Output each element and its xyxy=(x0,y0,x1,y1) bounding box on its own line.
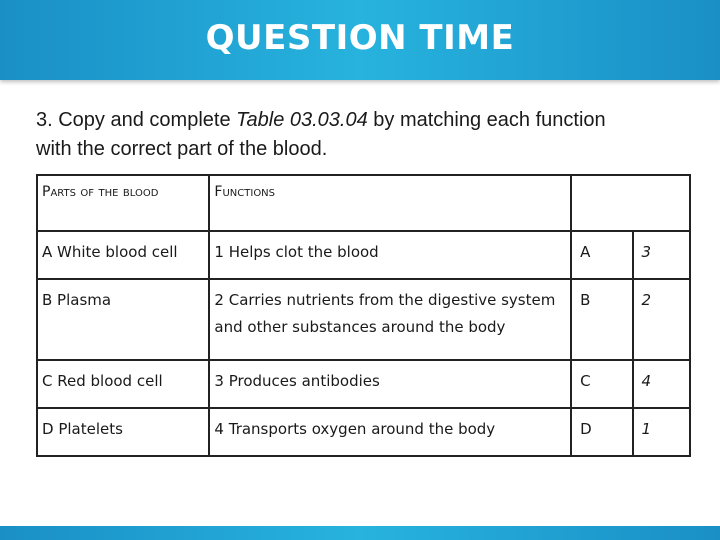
header-functions: Functions xyxy=(209,175,571,231)
table-row xyxy=(37,279,690,360)
cell-part: B Plasma xyxy=(37,279,209,360)
matching-table xyxy=(36,174,691,457)
cell-letter: A xyxy=(571,231,632,279)
cell-letter: B xyxy=(571,279,632,360)
cell-answer: 2 xyxy=(633,279,690,360)
title-banner xyxy=(0,0,720,80)
cell-part: A White blood cell xyxy=(37,231,209,279)
table-header-row xyxy=(37,175,690,231)
cell-answer: 1 xyxy=(633,408,690,456)
table-row xyxy=(37,360,690,408)
footer-bar xyxy=(0,526,720,540)
cell-function: 3 Produces antibodies xyxy=(209,360,571,408)
table-row xyxy=(37,231,690,279)
question-text xyxy=(36,106,606,164)
cell-function: 4 Transports oxygen around the body xyxy=(209,408,571,456)
cell-function: 2 Carries nutrients from the digestive system and other substances around the body xyxy=(209,279,571,360)
cell-answer: 3 xyxy=(633,231,690,279)
header-parts: Parts of the blood xyxy=(37,175,209,231)
cell-letter: C xyxy=(571,360,632,408)
cell-part: D Platelets xyxy=(37,408,209,456)
cell-part: C Red blood cell xyxy=(37,360,209,408)
cell-function: 1 Helps clot the blood xyxy=(209,231,571,279)
question-suffix: by matching each function with the correct part of the blood. xyxy=(36,109,606,160)
header-answer xyxy=(571,175,690,231)
question-table-ref: Table 03.03.04 xyxy=(236,109,368,131)
table-row xyxy=(37,408,690,456)
banner-title: QUESTION TIME xyxy=(205,18,515,58)
cell-letter: D xyxy=(571,408,632,456)
question-prefix: 3. Copy and complete xyxy=(36,109,237,131)
cell-answer: 4 xyxy=(633,360,690,408)
